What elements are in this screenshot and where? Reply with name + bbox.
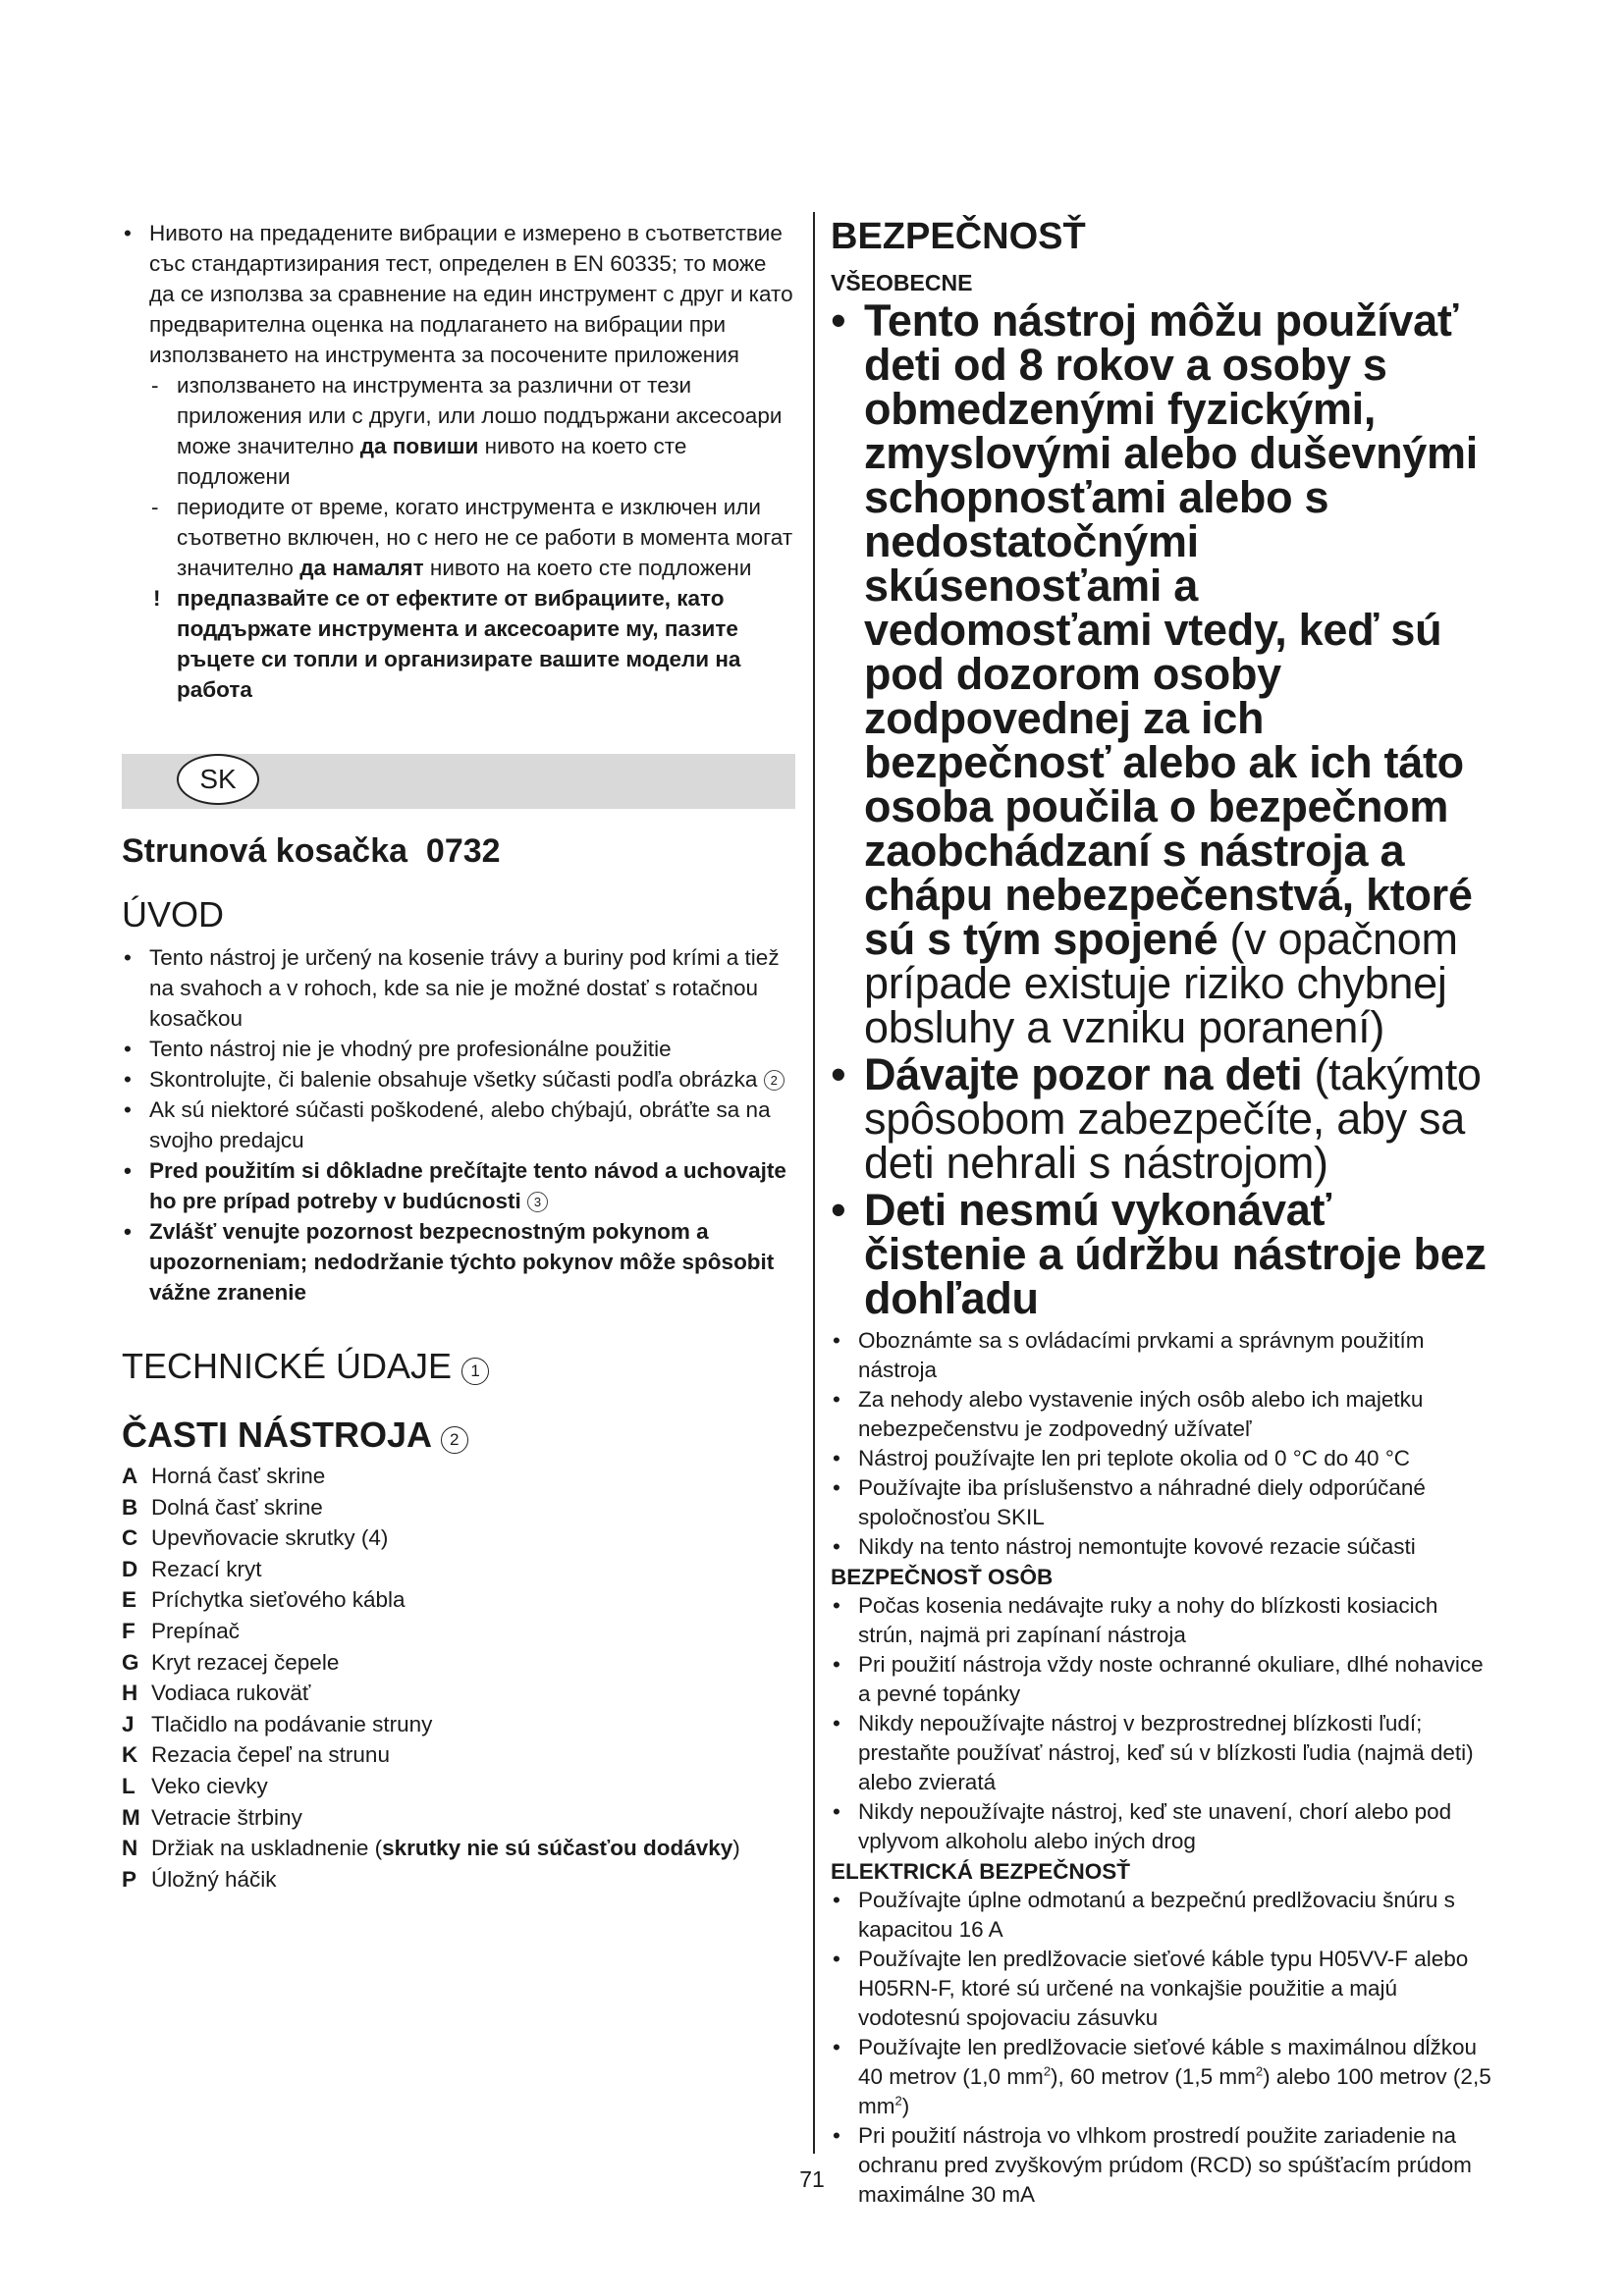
part-item: B Dolná časť skrine — [122, 1494, 323, 1520]
list-item: • Používajte len predlžovacie sieťové káble typu H05VV-F alebo H05RN-F, ktoré sú určené na vonkajšie použitie a majú vodotesnú spojovaciu zásuvku — [831, 1945, 1494, 2033]
list-item: • Počas kosenia nedávajte ruky a nohy do blízkosti kosiacich strún, najmä pri zapínaní nástroja — [831, 1591, 1494, 1650]
language-band — [122, 754, 795, 809]
list-item: • Pri použití nástroja vždy noste ochranné okuliare, dlhé nohavice a pevné topánky — [831, 1650, 1494, 1709]
page-number: 71 — [799, 2166, 825, 2192]
part-item: D Rezací kryt — [122, 1556, 262, 1581]
vibration-sub-2: - периодите от време, когато инструмента е изключен или съответно включен, но с него не се работи в момента могат значително да намалят нивото на което сте подложени — [151, 495, 793, 580]
part-item: N Držiak na uskladnenie (skrutky nie sú súčasťou dodávky) — [122, 1836, 740, 1861]
list-item: • Nikdy na tento nástroj nemontujte kovové rezacie súčasti — [831, 1532, 1494, 1562]
safety-heading: BEZPEČNOSŤ — [831, 216, 1086, 257]
figure-ref: 2 — [441, 1426, 468, 1454]
intro-heading: ÚVOD — [122, 894, 225, 934]
part-item: M Vetracie štrbiny — [122, 1804, 302, 1830]
part-item: H Vodiaca rukoväť — [122, 1681, 311, 1706]
list-item: • Používajte úplne odmotanú a bezpečnú predlžovaciu šnúru s kapacitou 16 A — [831, 1886, 1494, 1945]
left-column — [122, 218, 795, 1895]
part-item: G Kryt rezacej čepele — [122, 1649, 340, 1675]
product-title: Strunová kosačka 0732 — [122, 832, 501, 870]
list-item: • Používajte len predlžovacie sieťové káble s maximálnou dĺžkou 40 metrov (1,0 $mm^2$), 60 metrov (1,5 $mm^2$) alebo 100 metrov (2,5 $mm^2$) — [831, 2033, 1494, 2121]
part-item: A Horná časť skrine — [122, 1464, 326, 1488]
vibration-warning: ! предпазвайте се от ефектите от вибрациите, като поддържате инструмента и аксесоарите му, пазите ръцете си топли и организирате вашите модели на работа — [153, 586, 741, 702]
part-item: K Rezacia čepeľ na strunu — [122, 1742, 390, 1768]
intro-list — [122, 942, 795, 1308]
list-item: • Ak sú niektoré súčasti poškodené, alebo chýbajú, obráťte sa na svojho predajcu — [122, 1095, 795, 1155]
part-item: E Príchytka sieťového kábla — [122, 1587, 406, 1613]
list-item: • Pri použití nástroja vo vlhkom prostredí použite zariadenie na ochranu pred zvyškovým prúdom (RCD) so spúšťacím prúdom maximálne 30 mA — [831, 2121, 1494, 2210]
list-item: • Zvlášť venujte pozornost bezpecnostným pokynom a upozorneniam; nedodržanie týchto pokynov môže spôsobit vážne zranenie — [122, 1216, 795, 1308]
person-safety-heading: BEZPEČNOSŤ OSÔB — [831, 1565, 1054, 1589]
list-item: • Skontrolujte, či balenie obsahuje všetky súčasti podľa obrázka 2 — [122, 1064, 795, 1095]
list-item: • Používajte iba príslušenstvo a náhradné diely odporúčané spoločnosťou SKIL — [831, 1473, 1494, 1532]
part-item: J Tlačidlo na podávanie struny — [122, 1711, 433, 1736]
general-list — [831, 1326, 1494, 1562]
language-badge: SK — [177, 754, 259, 805]
right-column — [831, 214, 1494, 2210]
list-item: • Pred použitím si dôkladne prečítajte tento návod a uchovajte ho pre prípad potreby v budúcnosti 3 — [122, 1155, 795, 1216]
column-divider — [813, 212, 815, 2154]
list-item: • Tento nástroj je určený na kosenie trávy a buriny pod krími a tiež na svahoch a v rohoch, kde sa nie je možné dostať s rotačnou kosačkou — [122, 942, 795, 1034]
big-warning-3: • Deti nesmú vykonávať čistenie a údržbu nástroje bez dohľadu — [831, 1188, 1494, 1320]
parts-list — [122, 1461, 795, 1895]
part-item: F Prepínač — [122, 1618, 241, 1643]
list-item: • Nikdy nepoužívajte nástroj v bezprostrednej blízkosti ľudí; prestaňte používať nástroj, keď sú v blízkosti ľudia (najmä deti) alebo zvieratá — [831, 1709, 1494, 1797]
parts-heading: ČASTI NÁSTROJA 2 — [122, 1414, 795, 1457]
list-item: • Za nehody alebo vystavenie iných osôb alebo ich majetku nebezpečenstvu je zodpovedný užívateľ — [831, 1385, 1494, 1444]
list-item: • Nikdy nepoužívajte nástroj, keď ste unavení, chorí alebo pod vplyvom alkoholu alebo iných drog — [831, 1797, 1494, 1856]
figure-ref: 2 — [764, 1070, 785, 1091]
part-item: C Upevňovacie skrutky (4) — [122, 1525, 389, 1551]
figure-ref: 3 — [527, 1192, 548, 1212]
electric-safety-heading: ELEKTRICKÁ BEZPEČNOSŤ — [831, 1859, 1131, 1884]
big-warning-2: • Dávajte pozor na deti (takýmto spôsobom zabezpečíte, aby sa deti nehrali s nástrojom) — [831, 1052, 1494, 1185]
general-heading: VŠEOBECNE — [831, 270, 973, 295]
part-item: P Úložný háčik — [122, 1866, 277, 1892]
vibration-sub-1: - използването на инструмента за различни от тези приложения или с други, или лошо поддържани аксесоари може значително да повиши нивото на което сте подложени — [151, 373, 783, 489]
person-list — [831, 1591, 1494, 1856]
vibration-intro: • Нивото на предадените вибрации е измерено в съответствие със стандартизирания тест, определен в EN 60335; то може да се използва за сравнение на един инструмент с друг и като предварителна оценка на подлагането на вибрации при използването на инструмента за посочените приложения — [122, 218, 795, 370]
list-item: • Oboznámte sa s ovládacími prvkami a správnym použitím nástroja — [831, 1326, 1494, 1385]
list-item: • Tento nástroj nie je vhodný pre profesionálne použitie — [122, 1034, 795, 1064]
part-item: L Veko cievky — [122, 1773, 268, 1798]
figure-ref: 1 — [461, 1358, 489, 1385]
tech-heading: TECHNICKÉ ÚDAJE 1 — [122, 1345, 795, 1388]
list-item: • Nástroj používajte len pri teplote okolia od 0 °C do 40 °C — [831, 1444, 1494, 1473]
big-warning-1: • Tento nástroj môžu používať deti od 8 rokov a osoby s obmedzenými fyzickými, zmyslovými alebo duševnými schopnosťami alebo s nedostatočnými skúsenosťami a vedomosťami vtedy, keď sú pod dozorom osoby zodpovednej za ich bezpečnosť alebo ak ich táto osoba poučila o bezpečnom zaobchádzaní s nástroja a chápu nebezpečenstvá, ktoré sú s tým spojené (v opačnom prípade existuje riziko chybnej obsluhy a vzniku poranení) — [831, 298, 1494, 1049]
electric-list — [831, 1886, 1494, 2210]
